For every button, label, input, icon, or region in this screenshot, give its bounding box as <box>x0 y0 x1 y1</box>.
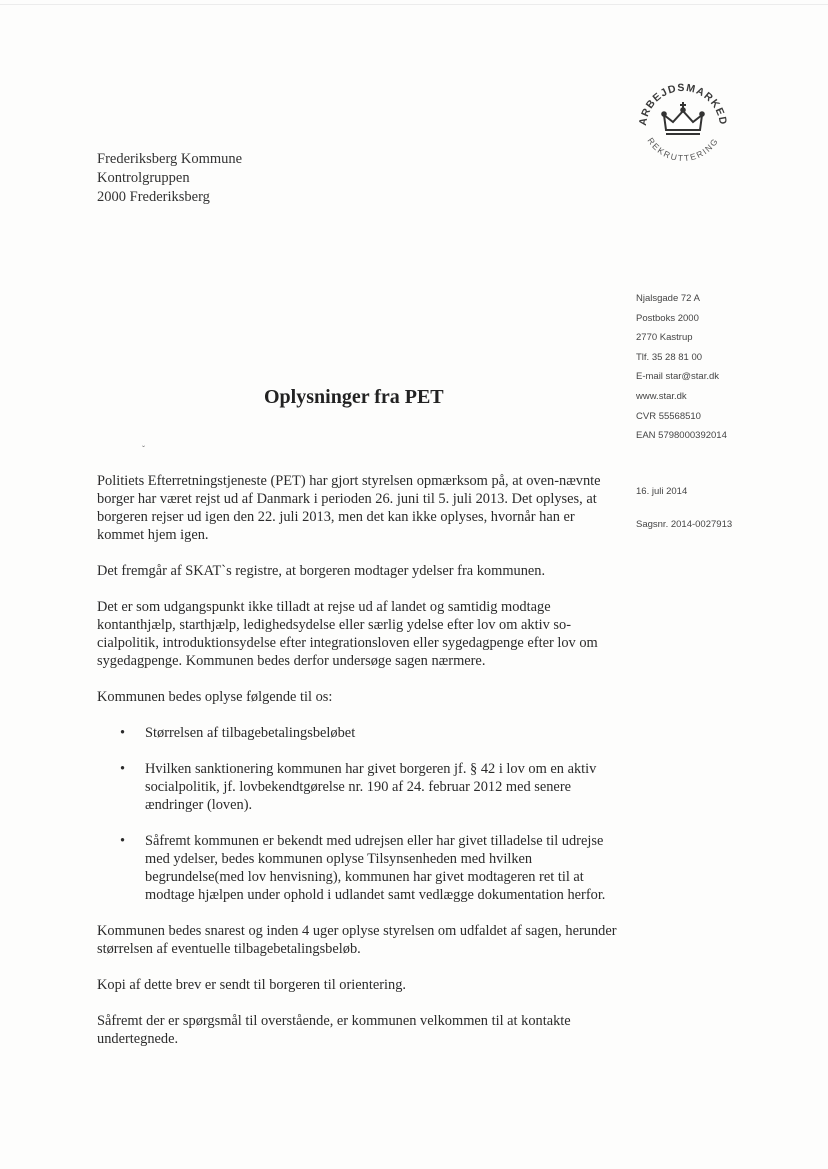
recipient-address <box>97 150 242 207</box>
crown-icon <box>662 102 704 134</box>
seal-top-text: ARBEJDSMARKED <box>636 81 730 127</box>
list-item <box>97 760 611 814</box>
bullet-icon: • <box>120 725 126 741</box>
list-item-text: Hvilken sanktionering kommunen har givet borgeren jf. § 42 i lov om en aktiv socialpolitik, jf. lovbekendtgørelse nr. 190 af 24. februar 2012 med senere ændringer (loven). <box>145 761 597 813</box>
scan-speck: ˇ <box>142 444 145 454</box>
recipient-department: Kontrolgruppen <box>97 170 190 186</box>
recipient-name: Frederiksberg Kommune <box>97 151 243 167</box>
seal-bottom-text: REKRUTTERING <box>645 135 721 164</box>
list-item <box>97 724 611 742</box>
paragraph-skat: Det fremgår af SKAT`s registre, at borgeren modtager ydelser fra kommunen. <box>97 563 546 579</box>
paragraph-rules: Det er som udgangspunkt ikke tilladt at rejse ud af landet og samtidig modtage kontanthjælp, starthjælp, ledighedsydelse eller særlig ydelse efter lov om aktiv so-cialpolitik, introduktionsydelse efter integrationsloven eller sygedagpenge efter lov om sygedagpenge. Kommunen bedes derfor undersøge sagen nærmere. <box>97 599 598 669</box>
list-item-text: Størrelsen af tilbagebetalingsbeløbet <box>145 725 356 741</box>
page-edge-line <box>0 4 828 5</box>
sender-street: Njalsgade 72 A <box>636 293 700 304</box>
paragraph-pet-notice: Politiets Efterretningstjeneste (PET) har gjort styrelsen opmærksom på, at oven-nævnte borger har været rejst ud af Danmark i perioden 26. juni til 5. juli 2013. Det oplyses, at borgeren rejser ud igen den 22. juli 2013, men det kan ikke oplyses, hvornår han er kommet hjem igen. <box>97 473 601 543</box>
agency-seal-logo <box>624 66 742 184</box>
letter-title: Oplysninger fra PET <box>264 386 444 408</box>
list-item <box>97 832 611 904</box>
sender-ean: EAN 5798000392014 <box>636 430 727 442</box>
recipient-city: 2000 Frederiksberg <box>97 189 210 205</box>
paragraph-copy: Kopi af dette brev er sendt til borgeren til orientering. <box>97 977 407 993</box>
bullet-icon: • <box>120 761 126 777</box>
sender-city: 2770 Kastrup <box>636 332 693 344</box>
sender-website: www.star.dk <box>636 390 687 402</box>
letter-date: 16. juli 2014 <box>636 486 688 497</box>
paragraph-deadline: Kommunen bedes snarest og inden 4 uger oplyse styrelsen om udfaldet af sagen, herunder størrelsen af eventuelle tilbagebetalingsbeløb. <box>97 923 617 957</box>
letter-body <box>97 472 619 1048</box>
paragraph-request: Kommunen bedes oplyse følgende til os: <box>97 689 333 705</box>
sender-email: E-mail star@star.dk <box>636 371 720 383</box>
sender-cvr: CVR 55568510 <box>636 410 701 422</box>
case-number: Sagsnr. 2014-0027913 <box>636 519 733 530</box>
request-list <box>97 724 619 904</box>
svg-text:REKRUTTERING <box>646 136 721 163</box>
bullet-icon: • <box>120 833 126 849</box>
sender-pobox: Postboks 2000 <box>636 312 699 324</box>
sender-phone: Tlf. 35 28 81 00 <box>636 351 703 363</box>
paragraph-contact: Såfremt der er spørgsmål til overstående, er kommunen velkommen til at kontakte undertegnede. <box>97 1013 571 1047</box>
sender-contact-block <box>636 289 727 446</box>
list-item-text: Såfremt kommunen er bekendt med udrejsen eller har givet tilladelse til udrejse med ydelser, bedes kommunen oplyse Tilsynsenheden med hvilken begrundelse(med lov henvisning), kommunen har givet modtageren ret til at modtage hjælpen under ophold i udlandet samt vedlægge dokumentation herfor. <box>145 833 606 903</box>
